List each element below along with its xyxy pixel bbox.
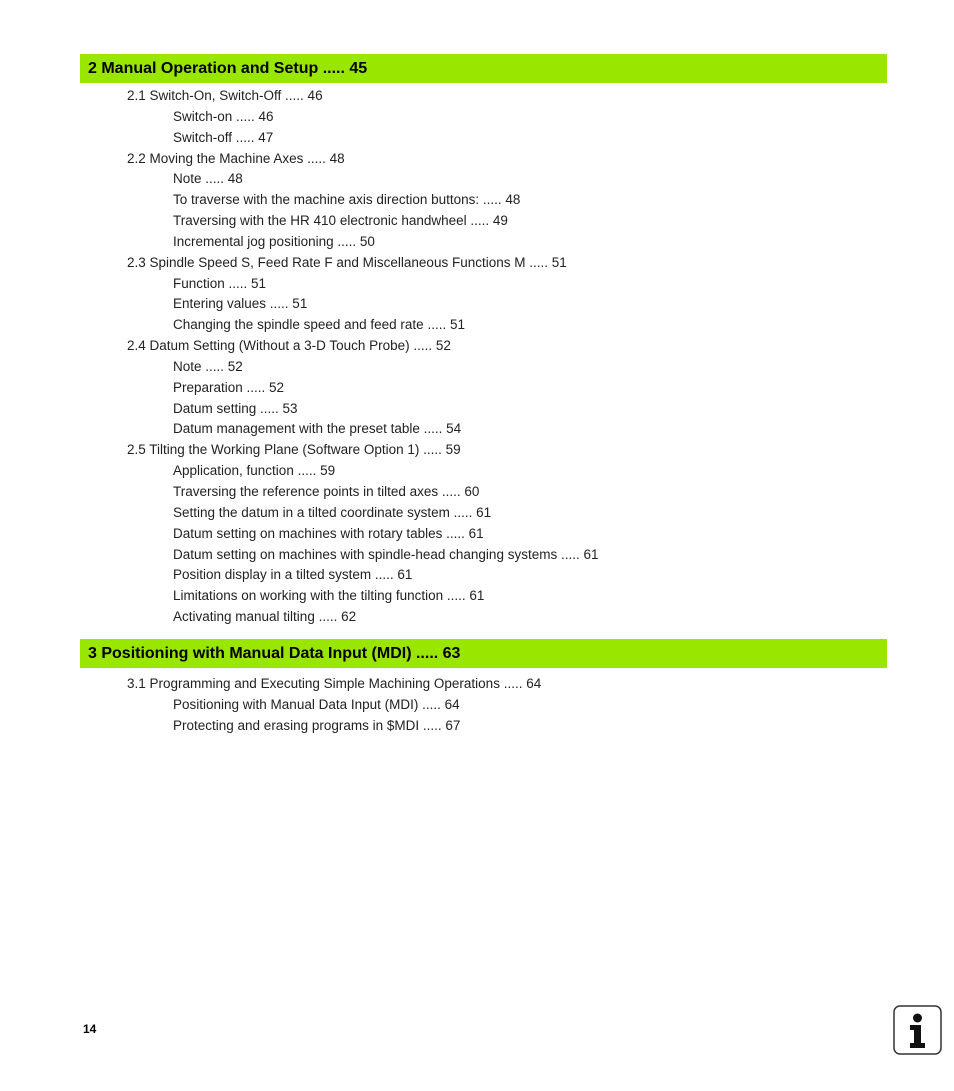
toc-entry[interactable]: Traversing the reference points in tilted axes ..... 60: [173, 484, 480, 499]
toc-section-3-1[interactable]: 3.1 Programming and Executing Simple Machining Operations ..... 64: [127, 676, 542, 691]
toc-entry[interactable]: Datum setting on machines with rotary tables ..... 61: [173, 526, 484, 541]
toc-entry[interactable]: Changing the spindle speed and feed rate ..... 51: [173, 317, 465, 332]
toc-entry[interactable]: Datum setting ..... 53: [173, 401, 298, 416]
toc-entry[interactable]: Traversing with the HR 410 electronic handwheel ..... 49: [173, 213, 508, 228]
toc-entry[interactable]: Application, function ..... 59: [173, 463, 336, 478]
chapter-heading-3[interactable]: 3 Positioning with Manual Data Input (MDI) ..... 63: [80, 639, 887, 668]
toc-section-2-3[interactable]: 2.3 Spindle Speed S, Feed Rate F and Miscellaneous Functions M ..... 51: [127, 255, 567, 270]
toc-section-2-5[interactable]: 2.5 Tilting the Working Plane (Software Option 1) ..... 59: [127, 442, 461, 457]
toc-entry[interactable]: Note ..... 52: [173, 359, 243, 374]
toc-entry[interactable]: To traverse with the machine axis direction buttons: ..... 48: [173, 192, 521, 207]
toc-entry[interactable]: Incremental jog positioning ..... 50: [173, 234, 375, 249]
toc-entry[interactable]: Note ..... 48: [173, 171, 243, 186]
toc-section-2-1[interactable]: 2.1 Switch-On, Switch-Off ..... 46: [127, 88, 323, 103]
toc-entry[interactable]: Position display in a tilted system ..... 61: [173, 567, 413, 582]
toc-entry[interactable]: Protecting and erasing programs in $MDI ..... 67: [173, 718, 461, 733]
toc-entry[interactable]: Limitations on working with the tilting function ..... 61: [173, 588, 485, 603]
toc-entry[interactable]: Function ..... 51: [173, 276, 267, 291]
info-icon: [893, 1005, 942, 1055]
toc-entry[interactable]: Switch-off ..... 47: [173, 130, 274, 145]
toc-entry[interactable]: Datum setting on machines with spindle-head changing systems ..... 61: [173, 547, 599, 562]
page-number: 14: [83, 1022, 97, 1036]
chapter-heading-2[interactable]: 2 Manual Operation and Setup ..... 45: [80, 54, 887, 83]
toc-entry[interactable]: Setting the datum in a tilted coordinate system ..... 61: [173, 505, 492, 520]
toc-entry[interactable]: Preparation ..... 52: [173, 380, 285, 395]
toc-entry[interactable]: Activating manual tilting ..... 62: [173, 609, 357, 624]
toc-section-2-4[interactable]: 2.4 Datum Setting (Without a 3-D Touch Probe) ..... 52: [127, 338, 451, 353]
toc-section-2-2[interactable]: 2.2 Moving the Machine Axes ..... 48: [127, 151, 345, 166]
toc-entry[interactable]: Switch-on ..... 46: [173, 109, 274, 124]
toc-entry[interactable]: Datum management with the preset table ..... 54: [173, 421, 462, 436]
toc-entry[interactable]: Entering values ..... 51: [173, 296, 308, 311]
toc-entry[interactable]: Positioning with Manual Data Input (MDI) ..... 64: [173, 697, 460, 712]
